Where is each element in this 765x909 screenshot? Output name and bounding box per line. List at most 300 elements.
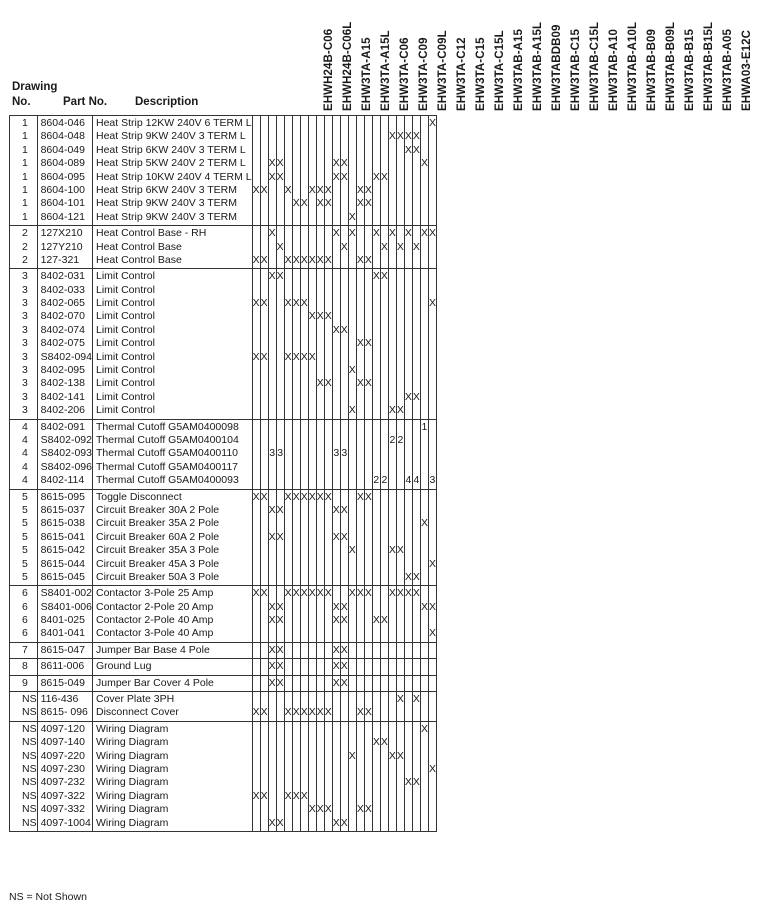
drawing-no: 3: [22, 297, 28, 310]
description: Contactor 2-Pole 40 Amp: [95, 614, 214, 627]
mark: [261, 211, 268, 224]
mark: [309, 391, 316, 404]
mark: [325, 144, 332, 157]
description: Limit Control: [95, 310, 155, 323]
mark: X: [364, 490, 372, 503]
mark: [421, 776, 428, 789]
mark: [357, 421, 364, 434]
mark: X: [412, 390, 420, 403]
mark: [253, 723, 260, 736]
mark-cell: [380, 226, 388, 269]
drawing-no: 3: [22, 404, 28, 417]
description: Limit Control: [95, 377, 155, 390]
mark-cell: [420, 226, 428, 269]
mark: [301, 447, 308, 460]
mark-cell: [396, 489, 404, 586]
mark: [389, 197, 396, 210]
model-header-label: EHW3TA-C09L: [437, 30, 449, 111]
mark: [253, 644, 260, 657]
mark: X: [300, 587, 308, 600]
mark: [325, 776, 332, 789]
mark: [293, 817, 300, 830]
mark-cell: [380, 419, 388, 489]
mark-cell: [284, 721, 292, 831]
mark: [397, 211, 404, 224]
drawing-no: 7: [22, 643, 28, 656]
mark: [389, 144, 396, 157]
mark: [341, 517, 348, 530]
mark-cell: [316, 692, 324, 722]
mark: [349, 421, 356, 434]
mark: [253, 117, 260, 130]
mark-cell: [396, 675, 404, 691]
mark: [349, 644, 356, 657]
mark: [301, 627, 308, 640]
description: Thermal Cutoff G5AM0400093: [95, 474, 239, 487]
mark: X: [380, 240, 388, 253]
mark: [405, 117, 412, 130]
mark: X: [276, 270, 284, 283]
mark: [357, 171, 364, 184]
mark: [381, 706, 388, 719]
mark: [301, 644, 308, 657]
mark: [333, 144, 340, 157]
mark: [317, 157, 324, 170]
mark-cell: [388, 586, 396, 643]
mark: X: [316, 310, 324, 323]
mark: [373, 504, 380, 517]
mark: [349, 297, 356, 310]
part-no: 127Y210: [40, 240, 83, 253]
mark-cell: [356, 269, 364, 419]
mark: [381, 337, 388, 350]
mark: [269, 421, 276, 434]
model-header-label: EHW3TAB-B09: [646, 28, 658, 111]
mark: [261, 644, 268, 657]
mark-cell: [428, 692, 436, 722]
mark: 3: [341, 447, 348, 460]
mark: X: [348, 587, 356, 600]
mark: [349, 491, 356, 504]
mark: [429, 587, 436, 600]
mark: [341, 736, 348, 749]
mark-cell: [260, 692, 268, 722]
mark: [325, 130, 332, 143]
mark-cell: [260, 269, 268, 419]
mark: [341, 211, 348, 224]
mark: [373, 284, 380, 297]
part-no: 4097-140: [40, 736, 85, 749]
description: Limit Control: [95, 404, 155, 417]
mark: [261, 461, 268, 474]
mark: [365, 227, 372, 240]
mark: [277, 297, 284, 310]
mark: [309, 377, 316, 390]
part-no: S8401-002: [40, 587, 92, 600]
mark: [301, 736, 308, 749]
part-no-cell: [37, 269, 92, 419]
mark-cell: [348, 226, 356, 269]
mark: [397, 337, 404, 350]
mark: [333, 627, 340, 640]
mark: [381, 750, 388, 763]
mark-cell: [396, 642, 404, 658]
mark: [261, 171, 268, 184]
mark: [389, 601, 396, 614]
mark: [357, 544, 364, 557]
mark: [317, 461, 324, 474]
mark-cell: [412, 269, 420, 419]
mark: [253, 364, 260, 377]
mark: X: [348, 227, 356, 240]
drawing-no: 5: [22, 570, 28, 583]
mark-cell: [268, 226, 276, 269]
model-header: [662, 0, 681, 115]
drawing-no: 3: [22, 283, 28, 296]
mark: X: [348, 364, 356, 377]
mark: [317, 434, 324, 447]
mark: X: [308, 803, 316, 816]
mark: [365, 157, 372, 170]
mark: [277, 404, 284, 417]
mark: [293, 227, 300, 240]
part-no: S8402-094: [40, 350, 92, 363]
mark: X: [284, 183, 292, 196]
mark: X: [308, 310, 316, 323]
mark: [261, 504, 268, 517]
mark: [381, 364, 388, 377]
part-no-cell: [37, 116, 92, 226]
mark: [333, 184, 340, 197]
description: Ground Lug: [95, 660, 152, 673]
mark-cell: [372, 659, 380, 675]
mark: [269, 750, 276, 763]
mark-cell: [356, 692, 364, 722]
model-header-label: EHW3TABDB09: [551, 24, 563, 111]
mark: [325, 117, 332, 130]
mark: [357, 404, 364, 417]
mark: [293, 157, 300, 170]
mark: [373, 364, 380, 377]
mark-cell: [308, 675, 316, 691]
description: Heat Strip 12KW 240V 6 TERM L: [95, 117, 252, 129]
mark: [373, 644, 380, 657]
mark: X: [356, 803, 364, 816]
mark: [277, 627, 284, 640]
drawing-no-cell: [10, 659, 38, 675]
mark: X: [356, 337, 364, 350]
mark: [405, 337, 412, 350]
mark-cell: [348, 692, 356, 722]
mark: [397, 184, 404, 197]
mark-cell: [324, 489, 332, 586]
mark: [253, 817, 260, 830]
drawing-no: 1: [22, 143, 28, 156]
mark: [413, 310, 420, 323]
mark: [405, 211, 412, 224]
mark: [349, 254, 356, 267]
mark-cell: [364, 226, 372, 269]
mark: [333, 364, 340, 377]
mark: X: [332, 503, 340, 516]
mark-cell: [396, 692, 404, 722]
mark: [333, 254, 340, 267]
mark: [317, 677, 324, 690]
mark: [253, 404, 260, 417]
mark: [309, 447, 316, 460]
mark: X: [324, 803, 332, 816]
mark: [293, 660, 300, 673]
mark: [309, 157, 316, 170]
mark: [285, 544, 292, 557]
mark: [341, 776, 348, 789]
mark: X: [276, 643, 284, 656]
mark: [293, 544, 300, 557]
mark: [325, 531, 332, 544]
mark-cell: [340, 586, 348, 643]
mark: [317, 601, 324, 614]
mark: [333, 377, 340, 390]
mark: [325, 404, 332, 417]
model-header: [719, 0, 738, 115]
mark: [317, 660, 324, 673]
mark: [293, 171, 300, 184]
mark: [309, 337, 316, 350]
description: Limit Control: [95, 297, 155, 310]
mark: [349, 627, 356, 640]
mark: [405, 660, 412, 673]
mark: [261, 614, 268, 627]
mark: X: [300, 490, 308, 503]
mark: [373, 558, 380, 571]
mark: [309, 421, 316, 434]
mark: [333, 434, 340, 447]
mark: X: [268, 530, 276, 543]
mark: X: [420, 227, 428, 240]
part-no: 4097-332: [40, 803, 85, 816]
mark: X: [276, 660, 284, 673]
mark: [285, 504, 292, 517]
mark: [421, 184, 428, 197]
mark: [413, 197, 420, 210]
mark: [317, 364, 324, 377]
mark: X: [364, 197, 372, 210]
mark-cell: [292, 116, 300, 226]
mark: [269, 297, 276, 310]
mark-cell: [324, 419, 332, 489]
mark: [373, 157, 380, 170]
mark: X: [356, 587, 364, 600]
mark: [253, 157, 260, 170]
mark-cell: [420, 419, 428, 489]
mark: [293, 763, 300, 776]
model-header-label: EHW3TA-C15L: [494, 30, 506, 111]
description: Thermal Cutoff G5AM0400110: [95, 447, 239, 460]
drawing-no: 2: [22, 240, 28, 253]
mark: X: [428, 117, 436, 129]
mark: [269, 461, 276, 474]
mark: [269, 117, 276, 130]
mark-cell: [276, 642, 284, 658]
mark: [397, 531, 404, 544]
mark: X: [324, 706, 332, 719]
mark: [357, 660, 364, 673]
mark: X: [340, 240, 348, 253]
mark: [269, 706, 276, 719]
mark-cell: [284, 226, 292, 269]
mark-cell: [332, 419, 340, 489]
mark: [365, 750, 372, 763]
part-no: 8604-095: [40, 170, 85, 183]
mark-cell: [380, 692, 388, 722]
mark: X: [340, 600, 348, 613]
mark: [317, 117, 324, 130]
mark: [301, 421, 308, 434]
mark: [357, 627, 364, 640]
mark: [277, 706, 284, 719]
mark: X: [396, 544, 404, 557]
mark-cell: [356, 721, 364, 831]
model-header-label: EHW3TA-C15: [475, 37, 487, 111]
table-row-group: [10, 586, 437, 643]
description: Wiring Diagram: [95, 789, 169, 802]
mark: [301, 601, 308, 614]
mark: [325, 227, 332, 240]
mark: [333, 706, 340, 719]
mark: [381, 544, 388, 557]
mark-cell: [396, 419, 404, 489]
mark: [317, 447, 324, 460]
part-no: 4097-232: [40, 776, 85, 789]
model-header-label: EHW3TAB-A15: [513, 28, 525, 111]
model-header: [358, 0, 377, 115]
mark: [269, 254, 276, 267]
mark: [293, 571, 300, 584]
description-cell: [92, 659, 252, 675]
mark: X: [332, 643, 340, 656]
model-header: [529, 0, 548, 115]
mark: [253, 310, 260, 323]
part-no: 8611-006: [40, 660, 85, 673]
mark: X: [260, 297, 268, 310]
mark-cell: [396, 586, 404, 643]
mark: X: [372, 736, 380, 749]
mark: [405, 803, 412, 816]
table-row-group: [10, 489, 437, 586]
part-no: 116-436: [40, 693, 79, 706]
mark: [349, 558, 356, 571]
mark: [269, 776, 276, 789]
mark: [397, 144, 404, 157]
mark: X: [412, 587, 420, 600]
mark: [309, 723, 316, 736]
mark: X: [308, 183, 316, 196]
mark: [285, 197, 292, 210]
mark: [365, 544, 372, 557]
mark: [325, 750, 332, 763]
mark: [381, 144, 388, 157]
mark: [365, 241, 372, 254]
mark: [285, 571, 292, 584]
mark: [293, 531, 300, 544]
mark: [333, 270, 340, 283]
mark: [325, 693, 332, 706]
drawing-no: NS: [22, 816, 37, 829]
mark-cell: [332, 226, 340, 269]
description-cell: [92, 642, 252, 658]
mark: X: [276, 600, 284, 613]
mark: 3: [429, 474, 436, 487]
description: Thermal Cutoff G5AM0400104: [95, 433, 239, 446]
mark-cell: [364, 269, 372, 419]
mark-cell: [284, 489, 292, 586]
mark: [325, 337, 332, 350]
mark: [397, 254, 404, 267]
mark: [429, 660, 436, 673]
mark: X: [364, 706, 372, 719]
model-header-label: EHW3TAB-A10: [608, 28, 620, 111]
mark: [381, 517, 388, 530]
mark: [285, 144, 292, 157]
mark-cell: [428, 116, 436, 226]
mark: [253, 241, 260, 254]
mark: [317, 644, 324, 657]
part-no: S8401-006: [40, 600, 92, 613]
mark-cell: [260, 116, 268, 226]
mark-cell: [260, 675, 268, 691]
mark-cell: [428, 419, 436, 489]
drawing-no-cell: [10, 692, 38, 722]
mark: [333, 723, 340, 736]
mark: [413, 117, 420, 130]
mark: [421, 377, 428, 390]
mark-cell: [388, 269, 396, 419]
mark: [421, 677, 428, 690]
mark: X: [332, 600, 340, 613]
mark: [261, 270, 268, 283]
part-no: 8615-037: [40, 503, 85, 516]
mark: [405, 421, 412, 434]
mark-cell: [372, 116, 380, 226]
mark: [405, 324, 412, 337]
mark: [285, 644, 292, 657]
mark: X: [348, 210, 356, 223]
mark: [253, 227, 260, 240]
mark: [349, 351, 356, 364]
mark: [413, 184, 420, 197]
drawing-no: NS: [22, 706, 37, 719]
mark: [413, 434, 420, 447]
mark: [357, 130, 364, 143]
mark: [389, 803, 396, 816]
mark: X: [372, 614, 380, 627]
mark: [325, 434, 332, 447]
drawing-no-cell: [10, 642, 38, 658]
part-no: S8402-093: [40, 447, 92, 460]
mark-cell: [260, 586, 268, 643]
mark: [253, 601, 260, 614]
mark: [413, 706, 420, 719]
mark: [405, 763, 412, 776]
mark: [325, 736, 332, 749]
mark: [301, 614, 308, 627]
mark: [381, 211, 388, 224]
mark: [293, 184, 300, 197]
mark: [365, 723, 372, 736]
mark: [389, 171, 396, 184]
mark: [405, 297, 412, 310]
mark: [341, 723, 348, 736]
